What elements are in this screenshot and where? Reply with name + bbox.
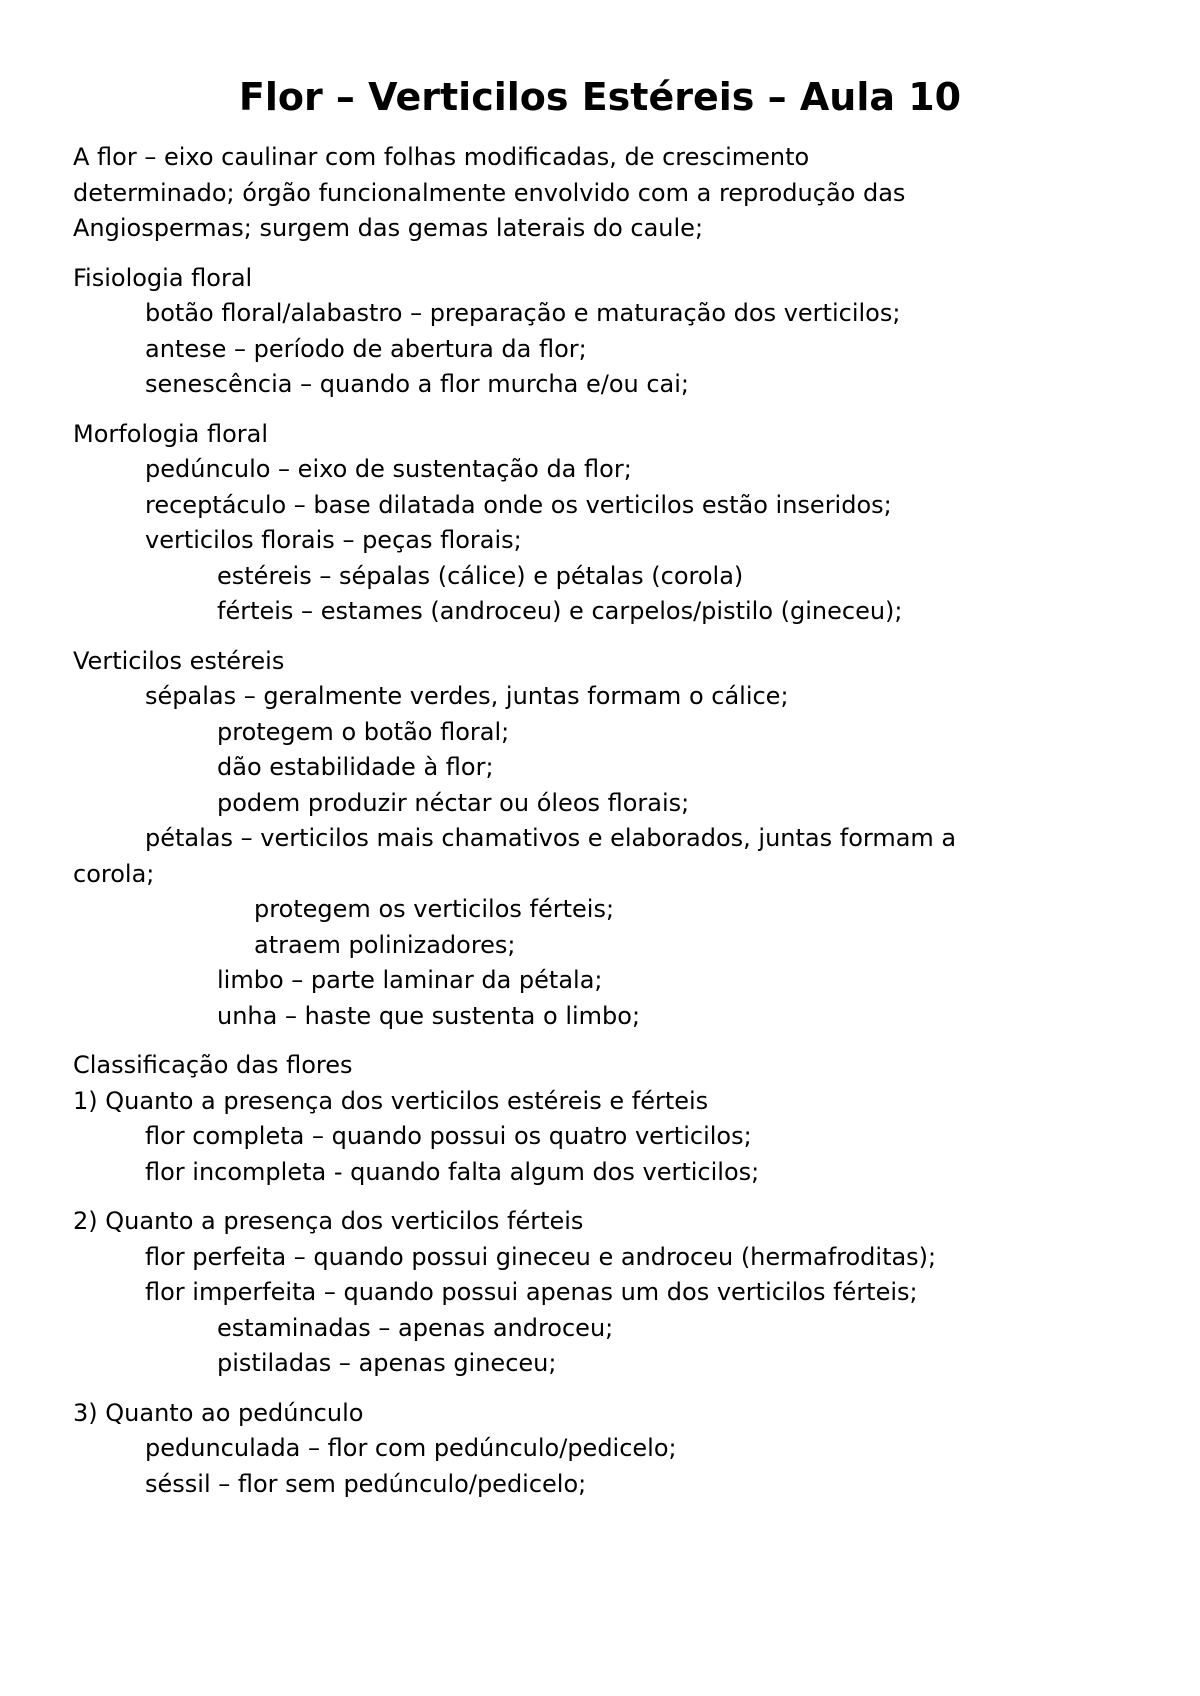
section-heading: Morfologia floral [73, 419, 269, 448]
subsection-heading: 3) Quanto ao pedúnculo [73, 1398, 364, 1427]
sub-list-item: pistiladas – apenas gineceu; [217, 1349, 557, 1377]
intro-line: A flor – eixo caulinar com folhas modificadas, de crescimento [73, 143, 810, 171]
sub-list-item: protegem os verticilos férteis; [254, 895, 615, 923]
sub-list-item: férteis – estames (androceu) e carpelos/pistilo (gineceu); [217, 597, 903, 625]
list-item: flor perfeita – quando possui gineceu e androceu (hermafroditas); [145, 1242, 937, 1271]
sub-list-item: limbo – parte laminar da pétala; [217, 966, 603, 994]
section-fisiologia [73, 261, 1133, 403]
subsection-heading: 2) Quanto a presença dos verticilos férteis [73, 1207, 584, 1235]
list-item: receptáculo – base dilatada onde os verticilos estão inseridos; [145, 490, 892, 519]
list-item: flor incompleta - quando falta algum dos verticilos; [145, 1157, 760, 1186]
document-body [73, 140, 1133, 1502]
list-item: senescência – quando a flor murcha e/ou cai; [145, 370, 689, 398]
list-item: verticilos florais – peças florais; [145, 526, 522, 554]
subsection-q3 [73, 1396, 1133, 1503]
list-item-continuation: corola; [73, 859, 155, 888]
section-heading: Classificação das flores [73, 1051, 353, 1079]
list-item: sépalas – geralmente verdes, juntas formam o cálice; [145, 682, 789, 710]
list-item: pétalas – verticilos mais chamativos e elaborados, juntas formam a [145, 824, 957, 852]
list-item: botão floral/alabastro – preparação e maturação dos verticilos; [145, 299, 901, 327]
sub-list-item: podem produzir néctar ou óleos florais; [217, 788, 690, 817]
list-item: pedunculada – flor com pedúnculo/pedicelo; [145, 1434, 677, 1462]
list-item: flor completa – quando possui os quatro verticilos; [145, 1122, 752, 1150]
intro-line: determinado; órgão funcionalmente envolvido com a reprodução das [73, 178, 906, 207]
section-verticilos [73, 644, 1133, 1035]
list-item: antese – período de abertura da flor; [145, 334, 587, 363]
sub-list-item: protegem o botão floral; [217, 717, 510, 746]
sub-list-item: unha – haste que sustenta o limbo; [217, 1001, 641, 1030]
section-morfologia [73, 417, 1133, 630]
intro-line: Angiospermas; surgem das gemas laterais do caule; [73, 214, 704, 242]
sub-list-item: dão estabilidade à flor; [217, 753, 494, 781]
section-heading: Fisiologia floral [73, 263, 253, 292]
sub-list-item: atraem polinizadores; [254, 930, 516, 959]
page-title: Flor – Verticilos Estéreis – Aula 10 [238, 75, 962, 119]
sub-list-item: estaminadas – apenas androceu; [217, 1313, 614, 1342]
section-heading: Verticilos estéreis [73, 646, 285, 675]
subsection-heading: 1) Quanto a presença dos verticilos estéreis e férteis [73, 1086, 709, 1115]
section-classificacao [73, 1048, 1133, 1190]
intro-paragraph [73, 140, 1133, 247]
list-item: séssil – flor sem pedúnculo/pedicelo; [145, 1469, 587, 1498]
list-item: flor imperfeita – quando possui apenas um dos verticilos férteis; [145, 1278, 918, 1306]
sub-list-item: estéreis – sépalas (cálice) e pétalas (corola) [217, 561, 744, 590]
list-item: pedúnculo – eixo de sustentação da flor; [145, 455, 632, 483]
subsection-q2 [73, 1204, 1133, 1382]
